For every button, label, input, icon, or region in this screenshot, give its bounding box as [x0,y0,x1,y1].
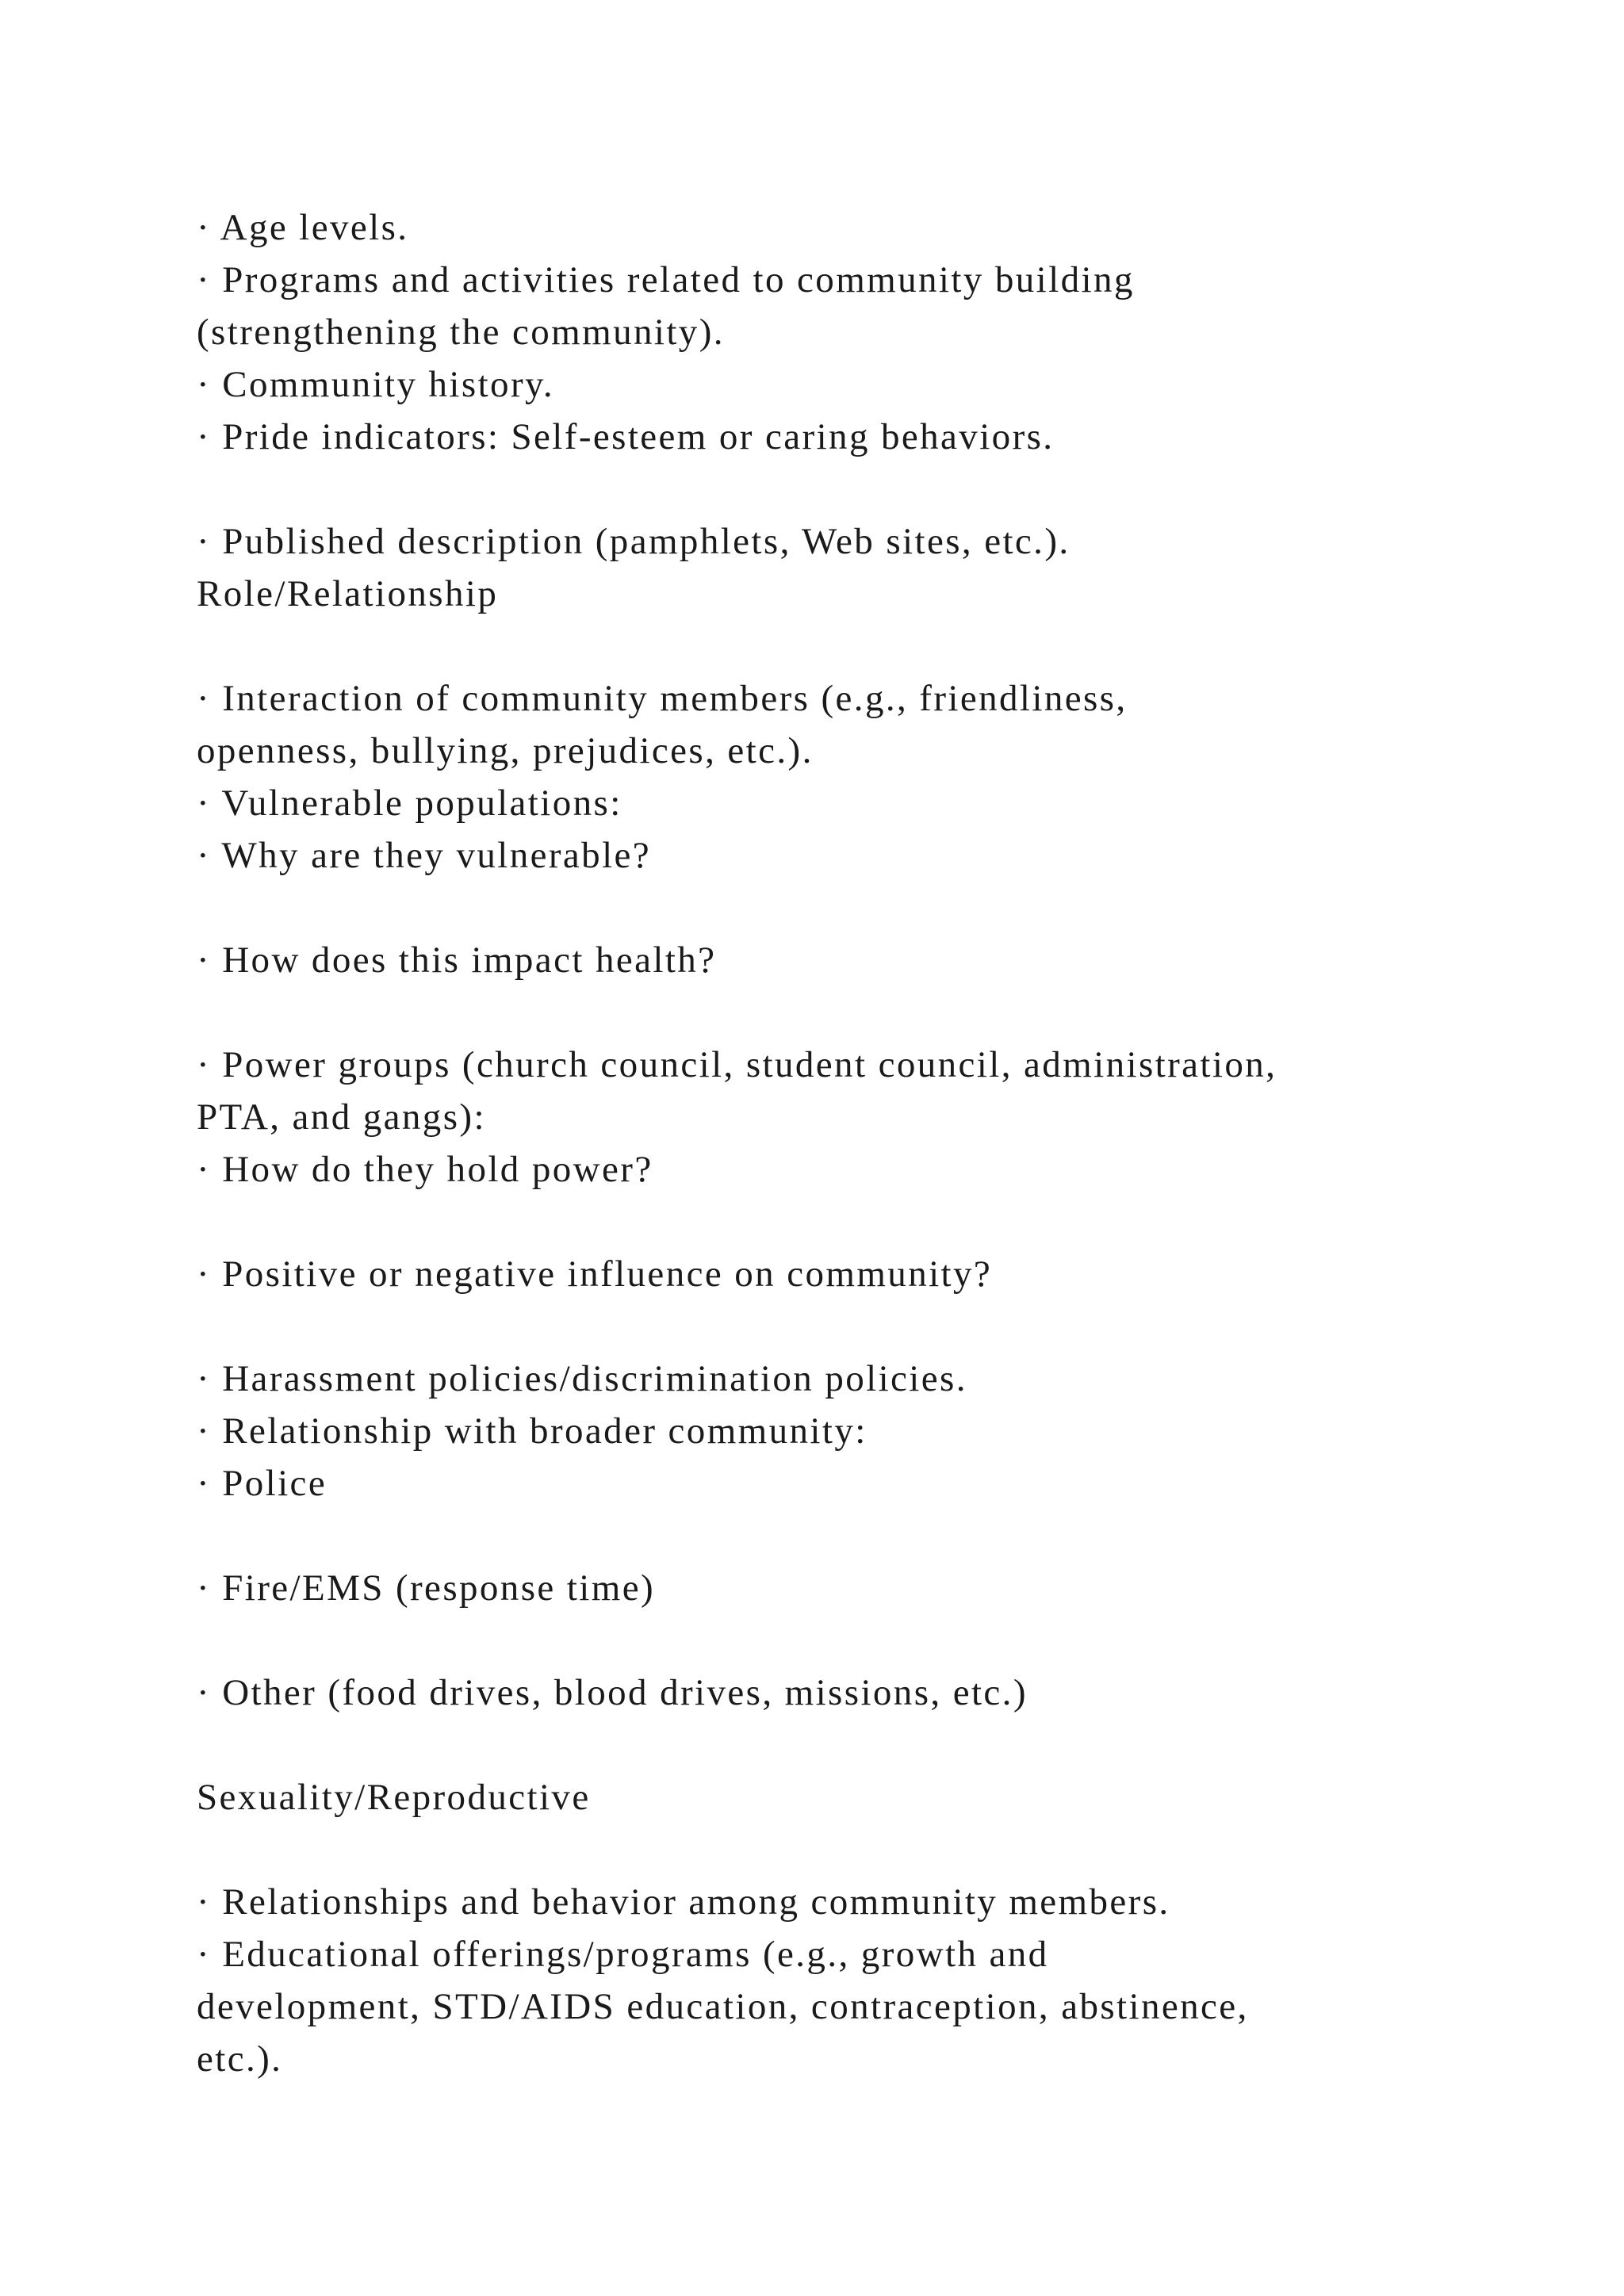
text-line: openness, bullying, prejudices, etc.). [197,730,814,771]
blank-line [197,1614,1545,1667]
text-line: PTA, and gangs): [197,1096,486,1138]
blank-line [197,620,1545,672]
document-body [197,201,1545,2085]
text-line: · Why are they vulnerable? [197,835,652,876]
text-line: · Pride indicators: Self-esteem or caring behaviors. [197,416,1055,457]
text-line: (strengthening the community). [197,312,725,353]
text-line: · Fire/EMS (response time) [197,1567,655,1609]
text-line: · Age levels. [197,207,409,248]
blank-line [197,1300,1545,1353]
blank-line [197,1823,1545,1876]
text-line: · Educational offerings/programs (e.g., growth and [197,1934,1049,1975]
text-line: · Relationship with broader community: [197,1410,868,1452]
blank-line [197,1510,1545,1562]
text-line: · Programs and activities related to community building [197,259,1135,300]
text-line: · Police [197,1463,327,1504]
blank-line [197,882,1545,934]
blank-line [197,463,1545,515]
text-line: · Interaction of community members (e.g., friendliness, [197,678,1128,719]
text-line: etc.). [197,2038,283,2080]
text-line: · Positive or negative influence on community? [197,1253,993,1295]
text-line: · Other (food drives, blood drives, missions, etc.) [197,1672,1028,1713]
text-line: · How do they hold power? [197,1149,653,1190]
section-heading-role-relationship: Role/Relationship [197,573,499,614]
text-line: · Community history. [197,364,554,405]
blank-line [197,1196,1545,1248]
text-line: · Vulnerable populations: [197,783,622,824]
text-line: · Published description (pamphlets, Web sites, etc.). [197,521,1071,562]
section-heading-sexuality-reproductive: Sexuality/Reproductive [197,1777,591,1818]
text-line: · Harassment policies/discrimination policies. [197,1358,967,1399]
text-line: · Power groups (church council, student council, administration, [197,1044,1277,1085]
text-line: · Relationships and behavior among community members. [197,1881,1170,1923]
blank-line [197,986,1545,1039]
text-line: · How does this impact health? [197,939,717,981]
blank-line [197,1719,1545,1771]
text-line: development, STD/AIDS education, contraception, abstinence, [197,1986,1249,2027]
